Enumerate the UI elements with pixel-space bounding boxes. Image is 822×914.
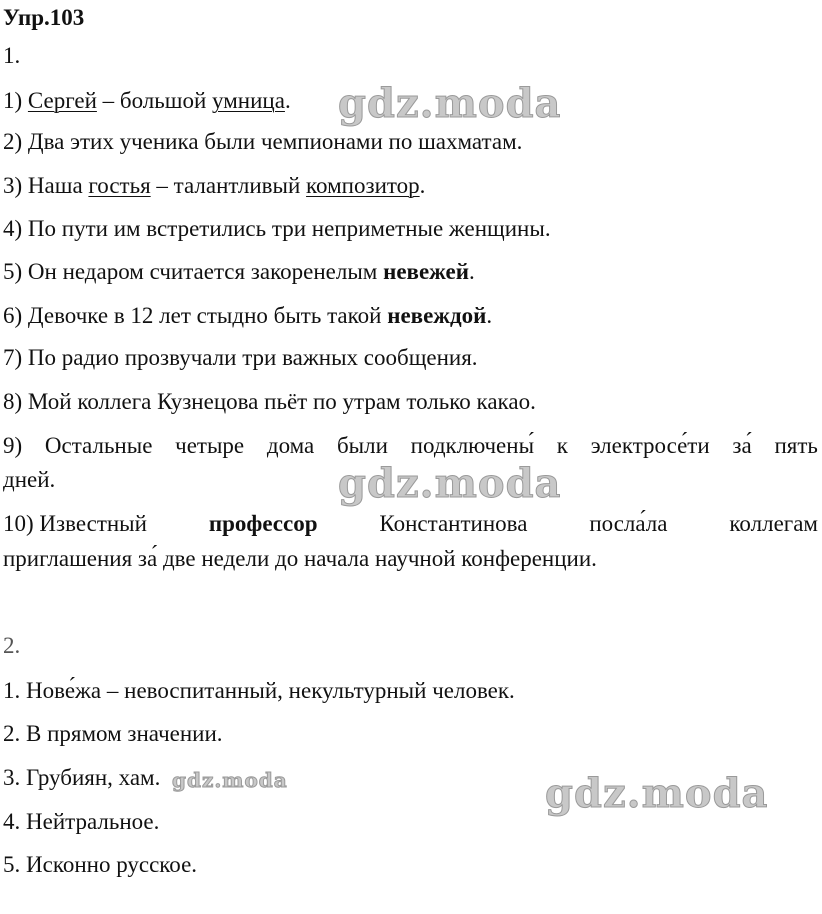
part2-number: 2.	[3, 633, 21, 658]
watermark-logo: gdz.moda	[338, 460, 562, 507]
bold-word: невежей	[383, 259, 470, 284]
sentence-1-end: .	[284, 88, 291, 113]
sentence-8: 8) Мой коллега Кузнецова пьёт по утрам только какао.	[3, 389, 536, 414]
answer-3: 3. Грубиян, хам.	[3, 765, 161, 790]
watermark-logo: gdz.moda	[338, 80, 562, 127]
part1-number: 1.	[3, 43, 21, 68]
sentence-1-mid: – большой	[96, 88, 213, 113]
sentence-1	[3, 87, 818, 115]
sentence-1-number: 1)	[3, 88, 23, 113]
sentence-5-end: .	[469, 259, 475, 284]
exercise-title: Упр.103	[3, 5, 85, 30]
watermark-logo: gdz.moda	[545, 770, 769, 817]
sentence-10-line-2: приглашения за́ две недели до начала научной конференции.	[3, 546, 597, 571]
word: за́	[732, 433, 752, 458]
word: пять	[774, 433, 818, 458]
answer-5: 5. Исконно русское.	[3, 852, 198, 877]
sentence-7: 7) По радио прозвучали три важных сообщения.	[3, 345, 478, 370]
sentence-5	[3, 258, 818, 286]
word: Константинова	[379, 511, 528, 536]
word: 9)	[3, 433, 23, 458]
word: электросе́ти	[590, 433, 710, 458]
sentence-3	[3, 172, 818, 200]
word: посла́ла	[589, 511, 668, 536]
word: Остальные	[44, 433, 153, 458]
sentence-10-line-1	[3, 510, 818, 538]
word: подключены́	[410, 433, 535, 458]
underlined-word: гостья	[88, 173, 151, 198]
sentence-3-end: .	[419, 173, 426, 198]
answer-1: 1. Нове́жа – невоспитанный, некультурный человек.	[3, 678, 515, 703]
sentence-2: 2) Два этих ученика были чемпионами по шахматам.	[3, 129, 523, 154]
word: четыре	[175, 433, 245, 458]
sentence-5-text: 5) Он недаром считается закоренелым	[3, 259, 384, 284]
sentence-9-line-1	[3, 432, 818, 460]
word: были	[336, 433, 388, 458]
sentence-3-mid: – талантливый	[150, 173, 307, 198]
bold-word: профессор	[208, 511, 318, 536]
answer-2: 2. В прямом значении.	[3, 721, 223, 746]
sentence-3-start: 3) Наша	[3, 173, 89, 198]
sentence-6-text: 6) Девочке в 12 лет стыдно быть такой	[3, 303, 388, 328]
word: коллегам	[729, 511, 818, 536]
underlined-word: Сергей	[27, 88, 97, 113]
word: к	[556, 433, 568, 458]
sentence-4: 4) По пути им встретились три неприметные женщины.	[3, 216, 551, 241]
sentence-6-end: .	[486, 303, 493, 328]
underlined-word: умница	[212, 88, 285, 113]
sentence-9-line-2: дней.	[3, 467, 56, 492]
word: дома	[266, 433, 315, 458]
bold-word: невеждой	[387, 303, 487, 328]
answer-4: 4. Нейтральное.	[3, 809, 160, 834]
word: 10) Известный	[3, 511, 147, 536]
watermark-logo: gdz.moda	[172, 768, 288, 792]
underlined-word: композитор	[306, 173, 420, 198]
sentence-6	[3, 302, 818, 330]
